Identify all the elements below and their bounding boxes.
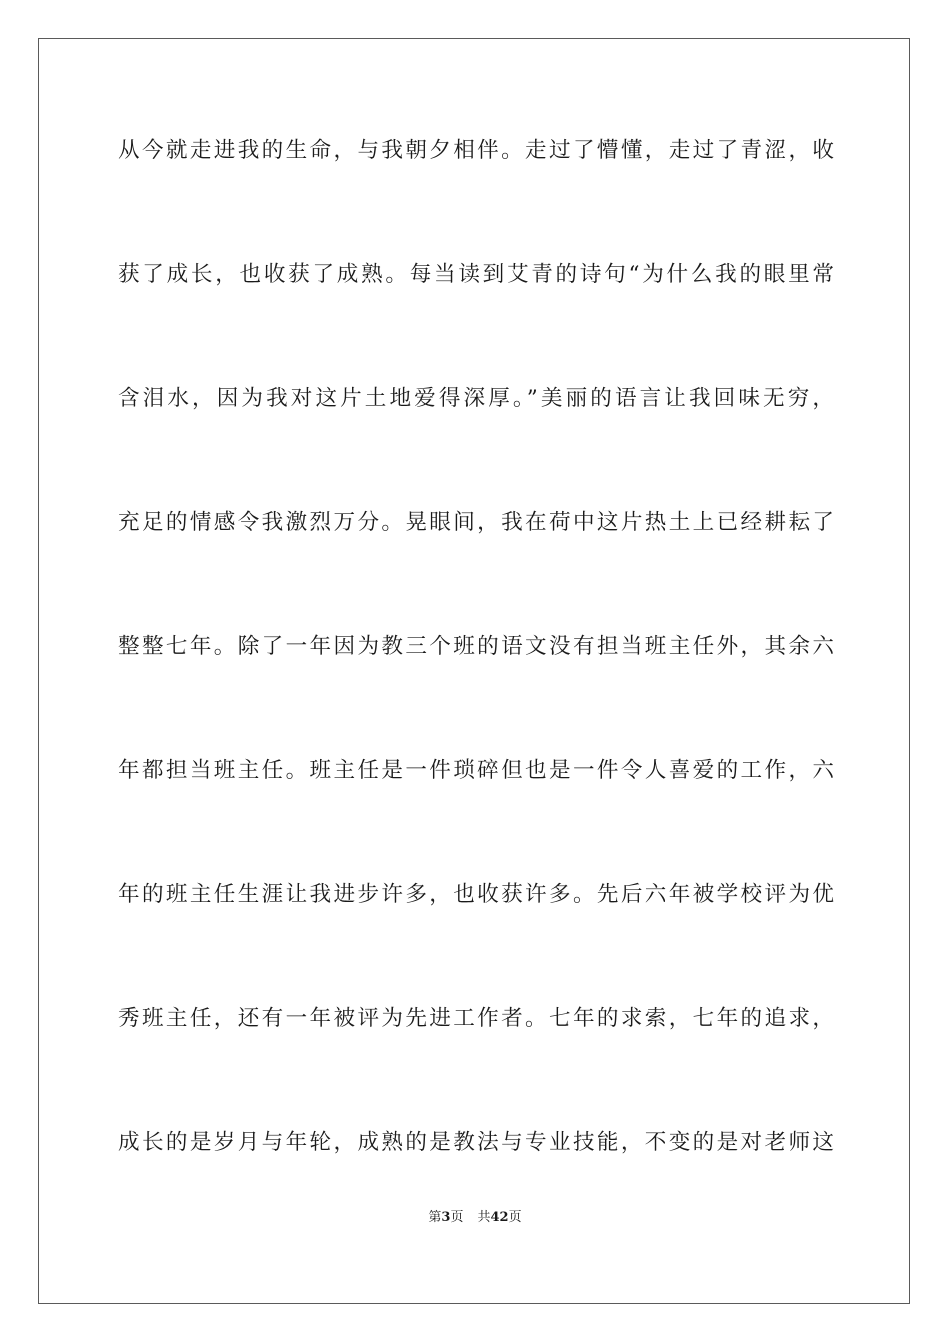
text-line-8: 秀班主任，还有一年被评为先进工作者。七年的求索，七年的追求，: [118, 1006, 834, 1031]
document-body: [118, 137, 834, 1253]
text-line-5: 整整七年。除了一年因为教三个班的语文没有担当班主任外，其余六: [118, 634, 834, 659]
text-line-1: 从今就走进我的生命，与我朝夕相伴。走过了懵懂，走过了青涩，收: [118, 138, 834, 163]
text-line-4: 充足的情感令我激烈万分。晃眼间，我在荷中这片热土上已经耕耘了: [118, 510, 834, 535]
total-prefix: 共: [477, 1210, 491, 1225]
page-frame: [38, 38, 910, 1304]
page-prefix: 第: [428, 1210, 442, 1225]
page-number: 3: [441, 1210, 451, 1225]
text-line-7: 年的班主任生涯让我进步许多，也收获许多。先后六年被学校评为优: [118, 882, 834, 907]
total-pages: 42: [490, 1210, 509, 1225]
text-line-6: 年都担当班主任。班主任是一件琐碎但也是一件令人喜爱的工作，六: [118, 758, 834, 783]
text-line-2: 获了成长，也收获了成熟。每当读到艾青的诗句“为什么我的眼里常: [118, 262, 834, 287]
page-footer: [0, 1210, 950, 1226]
page-suffix: 页: [450, 1210, 464, 1225]
text-line-3: 含泪水，因为我对这片土地爱得深厚。”美丽的语言让我回味无穷，: [118, 386, 834, 411]
total-suffix: 页: [508, 1210, 522, 1225]
text-line-9: 成长的是岁月与年轮，成熟的是教法与专业技能，不变的是对老师这: [118, 1130, 834, 1155]
